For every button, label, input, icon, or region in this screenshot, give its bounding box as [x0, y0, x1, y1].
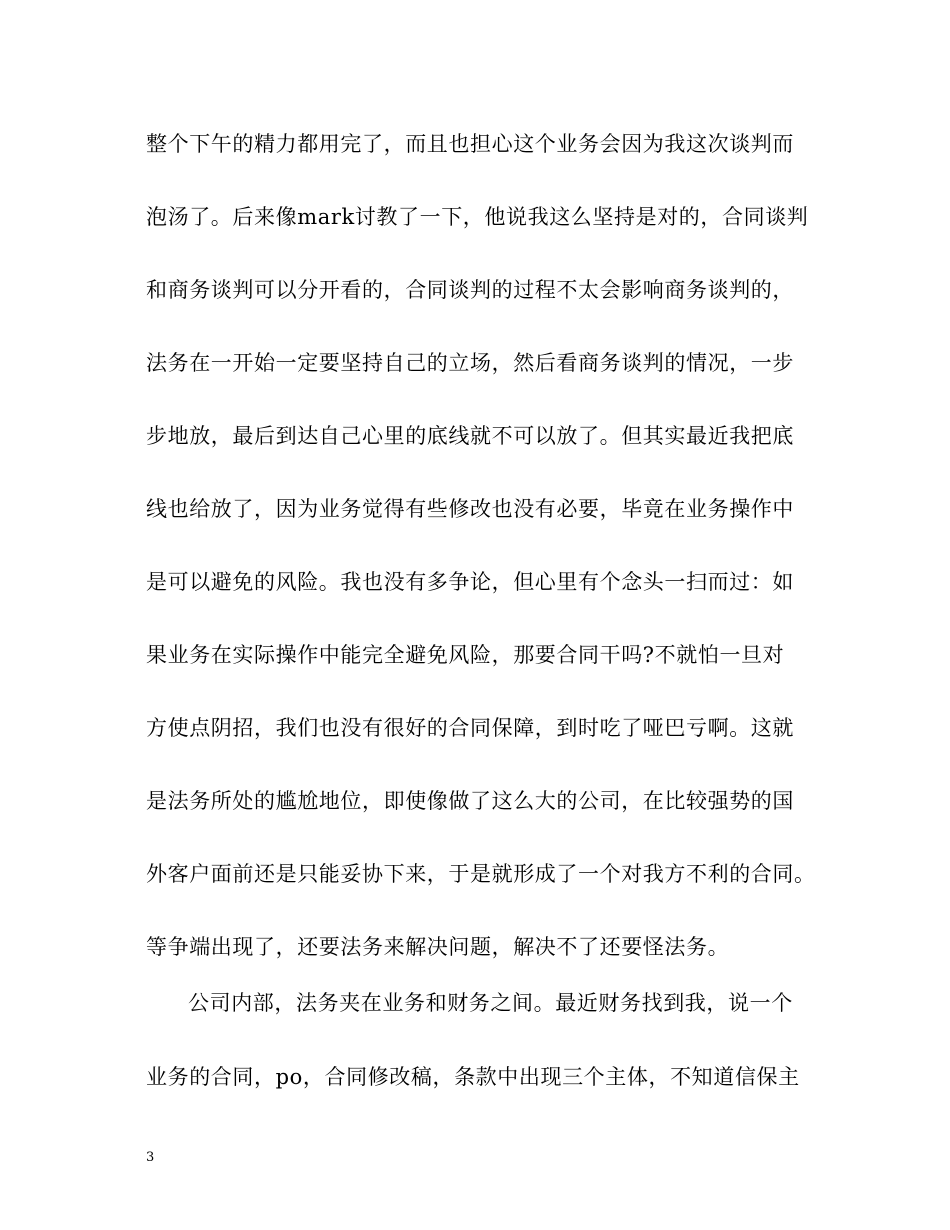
text-line-14: 业务的合同，po，合同修改稿，条款中出现三个主体，不知道信保主	[146, 1065, 800, 1089]
text-line-3: 和商务谈判可以分开看的，合同谈判的过程不太会影响商务谈判的，	[146, 278, 794, 302]
text-line-6: 线也给放了，因为业务觉得有些修改也没有必要，毕竟在业务操作中	[146, 497, 794, 521]
text-line-10: 是法务所处的尴尬地位，即使像做了这么大的公司，在比较强势的国	[146, 789, 794, 813]
text-line-2: 泡汤了。后来像mark讨教了一下，他说我这么坚持是对的，合同谈判	[146, 205, 809, 229]
text-line-8: 果业务在实际操作中能完全避免风险，那要合同干吗?不就怕一旦对	[146, 643, 785, 667]
text-line-4: 法务在一开始一定要坚持自己的立场，然后看商务谈判的情况，一步	[146, 351, 794, 375]
text-line-1: 整个下午的精力都用完了，而且也担心这个业务会因为我这次谈判而	[146, 132, 794, 156]
page-number: 3	[146, 1150, 155, 1165]
text-line-11: 外客户面前还是只能妥协下来，于是就形成了一个对我方不利的合同。	[146, 862, 816, 886]
text-line-5: 步地放，最后到达自己心里的底线就不可以放了。但其实最近我把底	[146, 424, 794, 448]
text-line-7: 是可以避免的风险。我也没有多争论，但心里有个念头一扫而过：如	[146, 570, 794, 594]
text-line-13: 公司内部，法务夹在业务和财务之间。最近财务找到我，说一个	[188, 991, 793, 1015]
text-line-12: 等争端出现了，还要法务来解决问题，解决不了还要怪法务。	[146, 935, 730, 959]
text-line-9: 方使点阴招，我们也没有很好的合同保障，到时吃了哑巴亏啊。这就	[146, 716, 794, 740]
